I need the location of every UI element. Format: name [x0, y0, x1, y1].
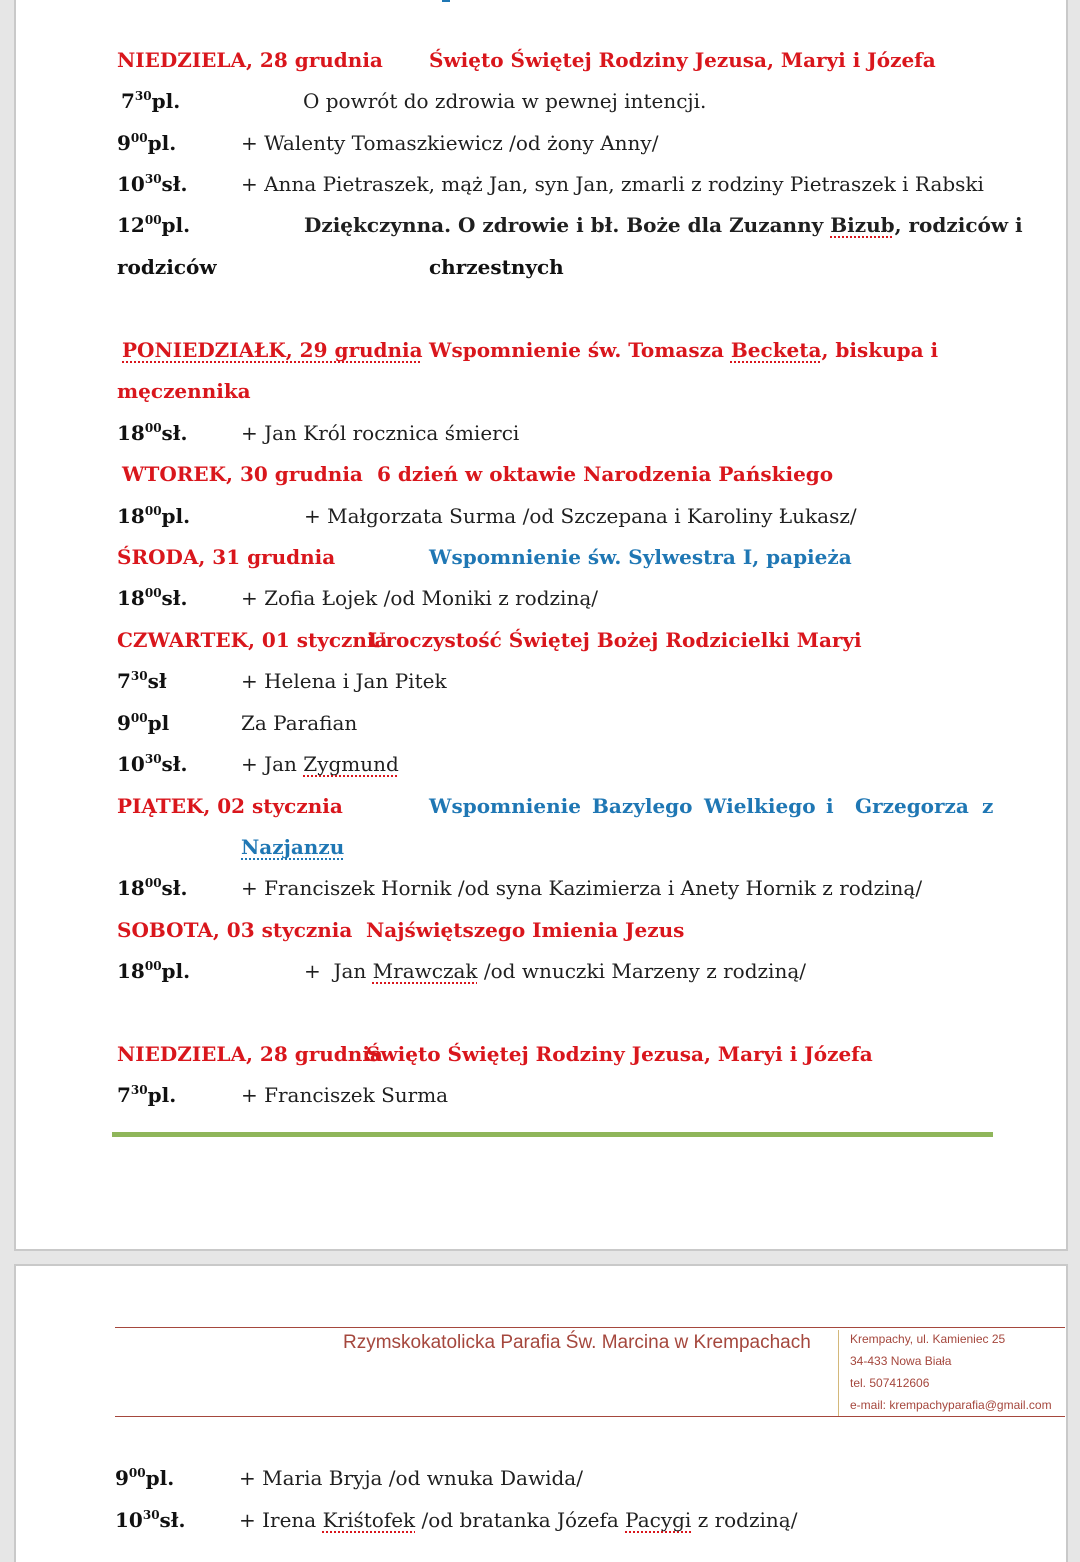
day-sunday-2: NIEDZIELA, 28 grudnia [117, 1042, 383, 1066]
day-friday: PIĄTEK, 02 stycznia [117, 794, 343, 818]
day-sunday-1: NIEDZIELA, 28 grudnia [117, 48, 383, 72]
mass-intention: + Anna Pietraszek, mąż Jan, syn Jan, zmarli z rodziny Pietraszek i Rabski [241, 172, 984, 196]
page-1 [14, 0, 1068, 1251]
day-monday: PONIEDZIAŁK, 29 grudnia [122, 338, 423, 362]
top-tick [442, 0, 450, 2]
parish-name: Rzymskokatolicka Parafia Św. Marcina w Krempachach [343, 1332, 811, 1353]
feast-saturday: Najświętszego Imienia Jezus [366, 918, 685, 942]
feast-thursday: Uroczystość Świętej Bożej Rodzicielki Maryi [368, 628, 862, 652]
feast-word: z [982, 794, 994, 818]
mass-time: $9^{00}pl$. [117, 131, 177, 155]
mass-intention-cont-right: chrzestnych [429, 255, 564, 279]
mass-intention: + Franciszek Hornik /od syna Kazimierza i Anety Hornik z rodziną/ [241, 876, 923, 900]
mass-time: $7^{30}pl$. [121, 89, 181, 113]
green-divider [112, 1132, 993, 1137]
feast-sunday-1: Święto Świętej Rodziny Jezusa, Maryi i Józefa [429, 48, 936, 72]
feast-monday: Wspomnienie św. Tomasza Becketa, biskupa i [429, 338, 939, 362]
header-separator [838, 1330, 839, 1416]
parish-address: Krempachy, ul. Kamieniec 25 [850, 1332, 1006, 1346]
day-saturday: SOBOTA, 03 stycznia [117, 918, 353, 942]
mass-intention: + Jan Mrawczak /od wnuczki Marzeny z rodziną/ [304, 959, 806, 983]
mass-intention: + Jan Zygmund [241, 752, 399, 776]
mass-time: $18^{00}sł$. [117, 876, 188, 900]
parish-phone: tel. 507412606 [850, 1376, 930, 1390]
mass-intention: + Maria Bryja /od wnuka Dawida/ [239, 1466, 583, 1490]
mass-intention: + Walenty Tomaszkiewicz /od żony Anny/ [241, 131, 659, 155]
mass-intention: + Helena i Jan Pitek [241, 669, 447, 693]
feast-friday-cont: Nazjanzu [241, 835, 345, 859]
mass-intention: + Franciszek Surma [241, 1083, 449, 1107]
mass-time: $7^{30}pl$. [117, 1083, 177, 1107]
mass-time: $10^{30}sł$. [115, 1508, 186, 1532]
feast-tuesday: 6 dzień w oktawie Narodzenia Pańskiego [377, 462, 834, 486]
feast-word: i [826, 794, 834, 818]
feast-word: Grzegorza [855, 794, 969, 818]
mass-intention: + Irena Kriśtofek /od bratanka Józefa Pacygi z rodziną/ [239, 1508, 798, 1532]
mass-time: $9^{00}pl$ [117, 711, 170, 735]
day-thursday: CZWARTEK, 01 stycznia [117, 628, 388, 652]
mass-time: $18^{00}sł$. [117, 421, 188, 445]
mass-time: $9^{00}pl$. [115, 1466, 175, 1490]
mass-intention: Za Parafian [241, 711, 358, 735]
mass-intention-cont-left: rodziców [117, 255, 217, 279]
mass-time: $18^{00}sł$. [117, 586, 188, 610]
mass-time: $10^{30}sł$. [117, 752, 188, 776]
mass-time: $18^{00}pl$. [117, 504, 191, 528]
mass-intention: + Jan Król rocznica śmierci [241, 421, 520, 445]
parish-postal: 34-433 Nowa Biała [850, 1354, 952, 1368]
mass-intention: + Zofia Łojek /od Moniki z rodziną/ [241, 586, 598, 610]
mass-time: $10^{30}sł$. [117, 172, 188, 196]
parish-email[interactable]: e-mail: krempachyparafia@gmail.com [850, 1398, 1052, 1412]
mass-intention: O powrót do zdrowia w pewnej intencji. [303, 89, 707, 113]
mass-intention: + Małgorzata Surma /od Szczepana i Karoliny Łukasz/ [304, 504, 857, 528]
feast-sunday-2: Święto Świętej Rodziny Jezusa, Maryi i Józefa [366, 1042, 873, 1066]
day-wednesday: ŚRODA, 31 grudnia [117, 545, 336, 569]
header-rule-top [115, 1327, 1065, 1328]
feast-wednesday: Wspomnienie św. Sylwestra I, papieża [429, 545, 852, 569]
mass-intention: Dziękczynna. O zdrowie i bł. Boże dla Zuzanny Bizub, rodziców i [304, 213, 1023, 237]
feast-monday-cont: męczennika [117, 379, 251, 403]
feast-word: Bazylego [592, 794, 693, 818]
mass-time: $7^{30}sł$ [117, 669, 167, 693]
header-rule-bottom [115, 1416, 1065, 1417]
day-tuesday: WTOREK, 30 grudnia [122, 462, 363, 486]
feast-word: Wspomnienie [429, 794, 581, 818]
mass-time: $12^{00}pl$. [117, 213, 191, 237]
mass-time: $18^{00}pl$. [117, 959, 191, 983]
feast-word: Wielkiego [704, 794, 816, 818]
